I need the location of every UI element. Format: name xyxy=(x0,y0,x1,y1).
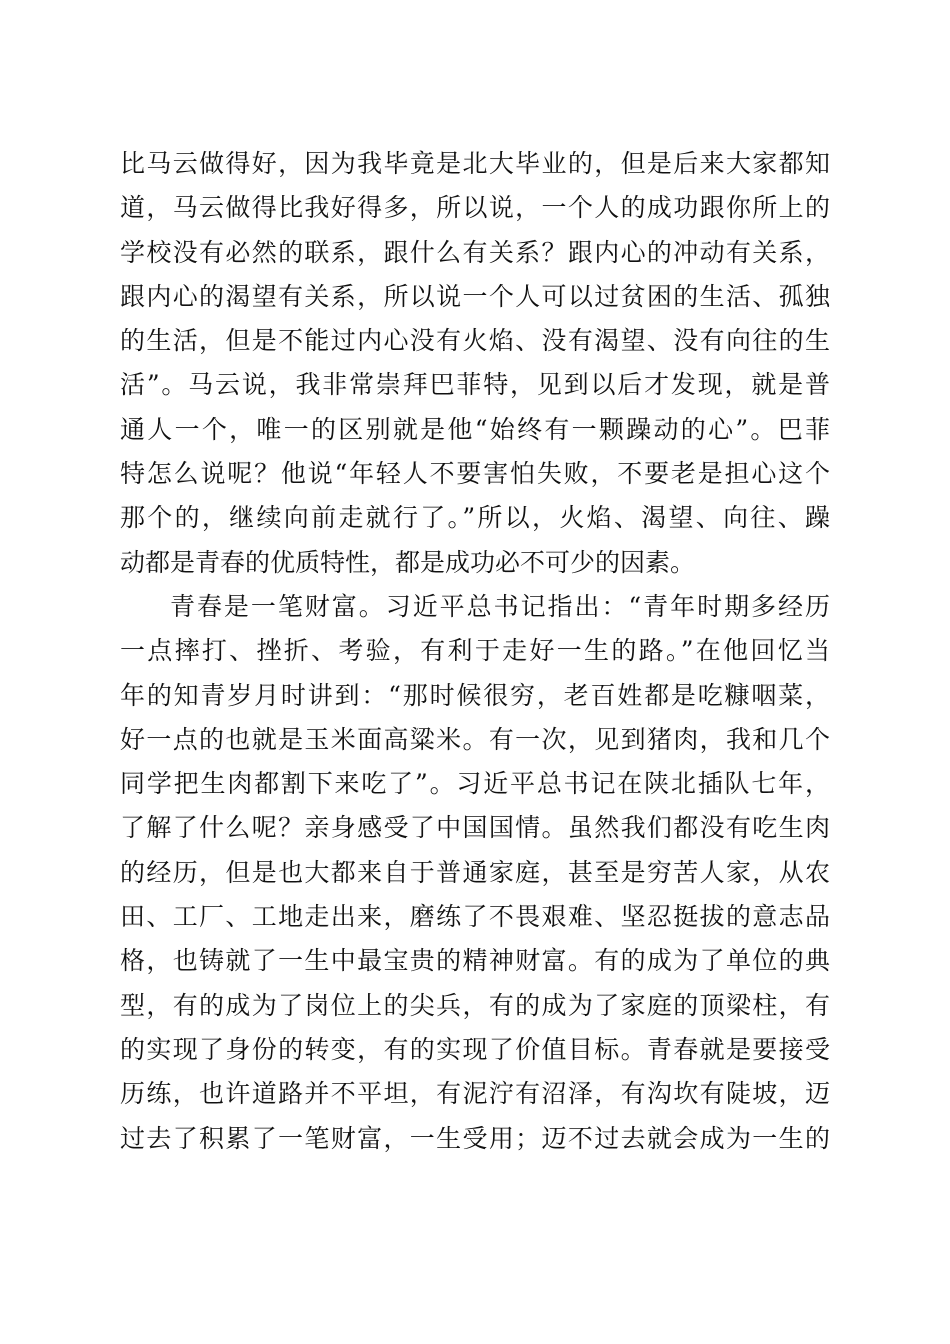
paragraph-1-line-10: 动都是青春的优质特性，都是成功必不可少的因素。 xyxy=(120,547,696,577)
paragraph-1-line-3: 学校没有必然的联系，跟什么有关系？跟内心的冲动有关系， xyxy=(120,237,830,267)
paragraph-2-line-12: 历练，也许道路并不平坦，有泥泞有沼泽，有沟坎有陡坡，迈 xyxy=(120,1079,830,1109)
paragraph-2-line-1: 青春是一笔财富。习近平总书记指出：“青年时期多经历 xyxy=(170,591,830,621)
paragraph-2-line-3: 年的知青岁月时讲到：“那时候很穷，老百姓都是吃糠咽菜， xyxy=(120,680,830,710)
paragraph-1-line-7: 通人一个，唯一的区别就是他“始终有一颗躁动的心”。巴菲 xyxy=(120,414,830,444)
paragraph-2-line-7: 的经历，但是也大都来自于普通家庭，甚至是穷苦人家，从农 xyxy=(120,857,830,887)
paragraph-1-line-8: 特怎么说呢？他说“年轻人不要害怕失败，不要老是担心这个 xyxy=(120,459,830,489)
body-text xyxy=(120,142,830,1161)
paragraph-2-line-9: 格，也铸就了一生中最宝贵的精神财富。有的成为了单位的典 xyxy=(120,946,830,976)
paragraph-2-line-11: 的实现了身份的转变，有的实现了价值目标。青春就是要接受 xyxy=(120,1034,830,1064)
paragraph-2-line-10: 型，有的成为了岗位上的尖兵，有的成为了家庭的顶梁柱，有 xyxy=(120,990,830,1020)
paragraph-2-line-2: 一点摔打、挫折、考验，有利于走好一生的路。”在他回忆当 xyxy=(120,636,830,666)
paragraph-2-line-4: 好一点的也就是玉米面高粱米。有一次，见到猪肉，我和几个 xyxy=(120,724,830,754)
paragraph-2-line-6: 了解了什么呢？亲身感受了中国国情。虽然我们都没有吃生肉 xyxy=(120,813,830,843)
paragraph-1-line-2: 道，马云做得比我好得多，所以说，一个人的成功跟你所上的 xyxy=(120,193,830,223)
paragraph-2-line-5: 同学把生肉都割下来吃了”。习近平总书记在陕北插队七年， xyxy=(120,769,830,799)
paragraph-2-line-8: 田、工厂、工地走出来，磨练了不畏艰难、坚忍挺拔的意志品 xyxy=(120,902,830,932)
paragraph-1-line-4: 跟内心的渴望有关系，所以说一个人可以过贫困的生活、孤独 xyxy=(120,281,830,311)
paragraph-1-line-9: 那个的，继续向前走就行了。”所以，火焰、渴望、向往、躁 xyxy=(120,503,830,533)
paragraph-2-line-13: 过去了积累了一笔财富，一生受用；迈不过去就会成为一生的 xyxy=(120,1123,830,1153)
paragraph-1-line-6: 活”。马云说，我非常崇拜巴菲特，见到以后才发现，就是普 xyxy=(120,370,830,400)
paragraph-1-line-1: 比马云做得好，因为我毕竟是北大毕业的，但是后来大家都知 xyxy=(120,149,830,178)
paragraph-1-line-5: 的生活，但是不能过内心没有火焰、没有渴望、没有向往的生 xyxy=(120,326,830,356)
